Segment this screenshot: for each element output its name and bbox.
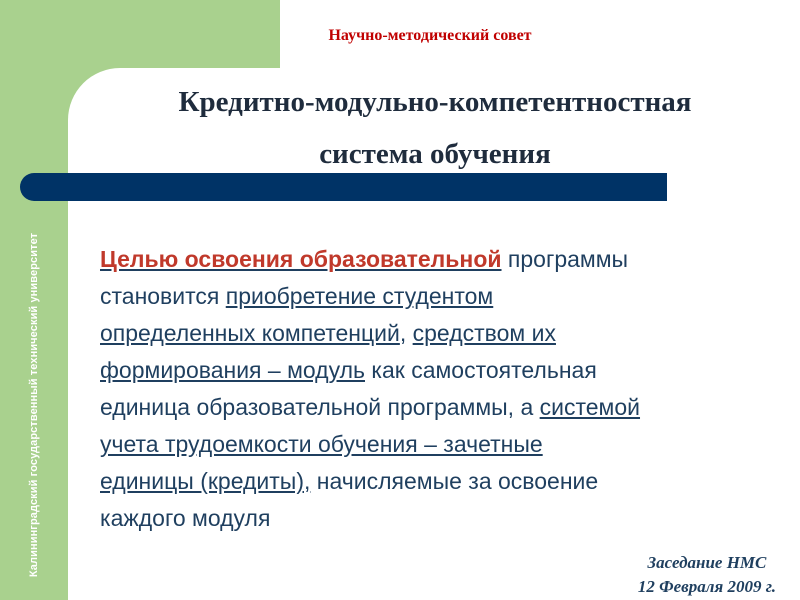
text-fragment: становится xyxy=(100,283,226,309)
page-title xyxy=(100,76,770,180)
text-line xyxy=(100,463,780,500)
underlined-phrase: системой xyxy=(539,394,641,420)
title-line-2: система обучения xyxy=(319,138,551,170)
text-line xyxy=(100,315,780,352)
underlined-phrase: приобретение студентом xyxy=(225,283,494,309)
body-paragraph xyxy=(100,241,780,537)
text-fragment: начисляемые за освоение xyxy=(310,468,599,494)
text-fragment: , xyxy=(399,320,413,346)
university-name: Калининградский государственный технический университет xyxy=(28,232,40,578)
meeting-title: Заседание НМС xyxy=(647,553,767,572)
text-line xyxy=(100,389,780,426)
title-divider-bar xyxy=(20,173,667,201)
underlined-phrase: определенных компетенций xyxy=(100,320,400,346)
text-fragment: каждого модуля xyxy=(100,505,271,531)
underlined-phrase: единицы (кредиты), xyxy=(100,468,311,494)
goal-phrase: Целью освоения образовательной xyxy=(100,246,502,272)
meeting-info xyxy=(638,551,776,599)
title-line-1: Кредитно-модульно-компетентностная xyxy=(178,86,692,118)
text-line xyxy=(100,500,780,537)
text-fragment: программы xyxy=(501,246,629,272)
council-name: Научно-методический совет xyxy=(328,27,532,44)
text-line xyxy=(100,426,780,463)
text-fragment: единица образовательной программы, а xyxy=(100,394,540,420)
sidebar-vertical-caption xyxy=(23,0,45,600)
meeting-date: 12 Февраля 2009 г. xyxy=(637,577,776,596)
underlined-phrase: средством их xyxy=(412,320,556,346)
text-line xyxy=(100,278,780,315)
underlined-phrase: формирования – модуль xyxy=(100,357,365,383)
text-line xyxy=(100,352,780,389)
text-fragment: как самостоятельная xyxy=(365,357,597,383)
text-line xyxy=(100,241,780,278)
underlined-phrase: учета трудоемкости обучения – зачетные xyxy=(100,431,543,457)
